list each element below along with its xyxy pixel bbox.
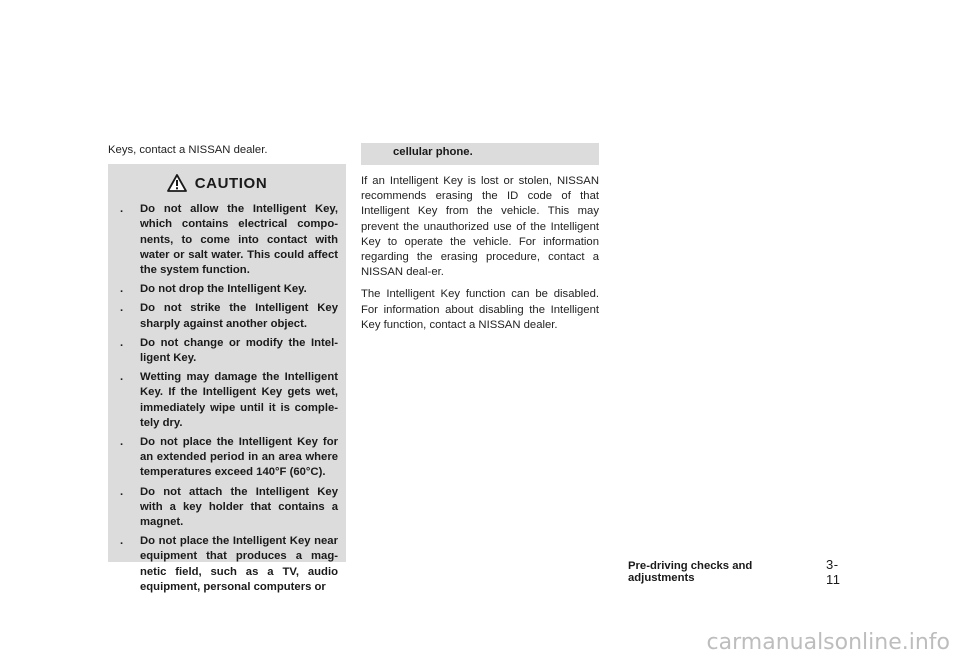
caution-title: CAUTION (194, 174, 268, 192)
bullet: . (120, 371, 124, 384)
caution-item (118, 534, 338, 595)
bullet: . (120, 283, 124, 296)
caution-item (118, 336, 338, 366)
caution-item-text: Do not strike the Intelligent Key sharply against another object. (140, 302, 338, 330)
bullet: . (120, 336, 124, 349)
bullet: . (120, 436, 124, 449)
intro-text: Keys, contact a NISSAN dealer. (108, 144, 268, 156)
page-number: 3-11 (826, 557, 841, 587)
caution-box (108, 164, 346, 593)
caution-item (118, 282, 338, 297)
bullet: . (120, 535, 124, 548)
bullet: . (120, 485, 124, 498)
caution-item-text: Do not place the Intelligent Key near equipment that produces a mag-netic field, such as a TV, audio equipment, personal computers or (140, 535, 338, 593)
caution-item-text: Do not attach the Intelligent Key with a key holder that contains a magnet. (140, 485, 338, 529)
section-title: Pre-driving checks and adjustments (628, 560, 753, 584)
caution-item-text: Do not change or modify the Intel-ligent Key. (140, 336, 338, 365)
watermark: carmanualsonline.info (706, 630, 950, 655)
caution-item-text: Wetting may damage the Intelligent Key. If the Intelligent Key gets wet, immediately wipe until it is comple-tely dry. (140, 371, 338, 429)
caution-list (118, 202, 338, 595)
right-column (361, 143, 599, 333)
bullet: . (120, 302, 124, 315)
caution-item (118, 202, 338, 278)
caution-item (118, 370, 338, 431)
bullet: . (120, 203, 124, 216)
caution-item (118, 301, 338, 331)
lost-key-paragraph: If an Intelligent Key is lost or stolen, NISSAN recommends erasing the ID code of that Intelligent Key from the vehicle. This may prevent the unauthorized use of the Intelligent Key to operate the vehicle. For information regarding the erasing procedure, contact a NISSAN deal-er. (361, 175, 599, 279)
left-column (108, 143, 346, 593)
caution-item (118, 485, 338, 531)
warning-triangle-icon (167, 174, 187, 192)
caution-item (118, 435, 338, 481)
page-footer (628, 557, 852, 587)
disable-key-paragraph: The Intelligent Key function can be disabled. For information about disabling the Intelligent Key function, contact a NISSAN dealer. (361, 288, 599, 331)
caution-item-text: Do not place the Intelligent Key for an extended period in an area where temperatures exceed 140°F (60°C). (140, 436, 338, 479)
caution-header (118, 174, 338, 192)
caution-item-text: Do not drop the Intelligent Key. (140, 283, 307, 296)
caution-continued-box: cellular phone. (361, 143, 599, 165)
caution-item-text: Do not allow the Intelligent Key, which contains electrical compo-nents, to come into contact with water or salt water. This could affect the system function. (140, 203, 338, 277)
